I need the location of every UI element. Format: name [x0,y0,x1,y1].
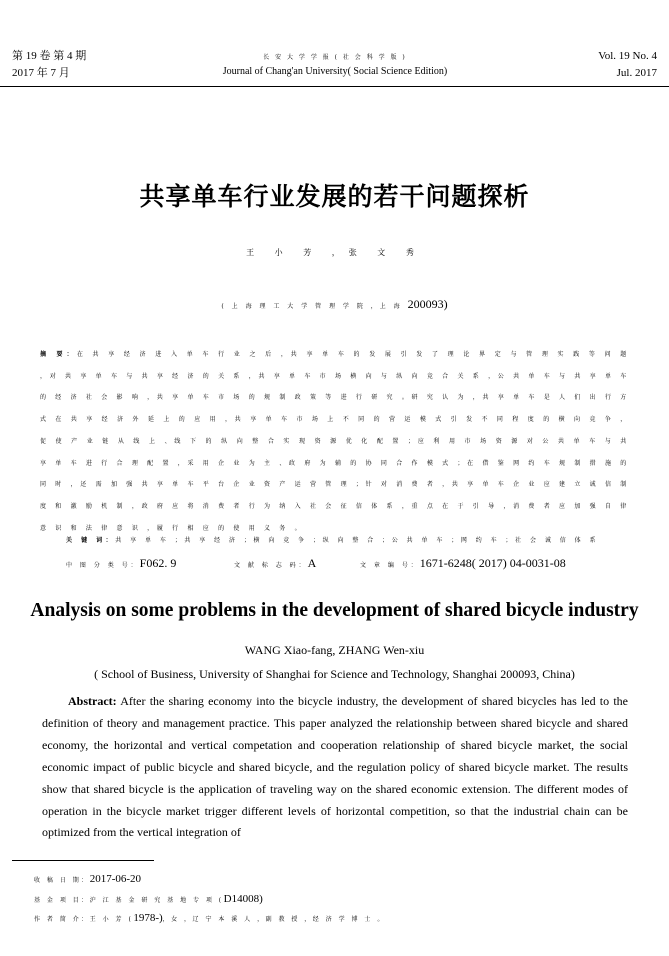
volume-issue-en: Vol. 19 No. 4 [598,50,657,62]
date-cn: 2017 年 7 月 [12,67,70,79]
header-divider [0,86,669,87]
affiliation-cn-postcode: 200093) [407,297,448,311]
classification-row [66,556,646,571]
author-birth-year: 1978-) [133,912,163,924]
footnote-divider [12,860,154,861]
article-id-value: 1671-6248( 2017) 04-0031-08 [419,556,566,570]
fund-number: D14008) [223,893,263,905]
keywords-text-cn: 共 享 单 车 ；共 享 经 济 ；横 向 竞 争 ；纵 向 整 合 ；公 共 单 车 ；网 约 车 ；社 会 诚 信 体 系 [115,537,600,544]
keywords-cn [66,535,630,544]
affiliation-en: ( School of Business, University of Shanghai for Science and Technology, Shanghai 200093, China) [94,667,575,681]
article-title-cn: 共享单车行业发展的若干问题探析 [139,182,530,211]
fund-text: 沪 江 基 金 研 究 基 地 专 项 ( [89,897,224,904]
keywords-label-cn: 关 键 词： [66,537,116,544]
article-id-label: 文 章 编 号： [360,562,420,569]
affiliation-cn [0,297,669,312]
abstract-label-cn: 摘 要： [40,351,77,358]
fund-label: 基 金 项 目： [34,897,90,904]
abstract-cn [40,344,630,539]
abstract-text-en: After the sharing economy into the bicycle industry, the development of shared bicycles has led to the definition of theory and management practice. This paper analyzed the relationship between shared bicycle and shared economy, the horizontal and vertical competation and cooperation relationship of shared bicycle market, the social economic impact of public bicycle and shared bicycle, and the regulation policy of shared bicycle market. The results show that shared bicycle is the application of traveling way on the shared economic extension. The different modes of operation in the bicycle market trigger different levels of horizontal competition, so that the industrial chain can be optimized from the vertical integration of [42,694,628,840]
abstract-en [42,691,628,844]
journal-name-en: Journal of Chang'an University( Social Science Edition) [222,66,448,77]
volume-issue-cn: 第 19 卷 第 4 期 [12,50,87,62]
journal-name [180,52,490,80]
clc-value: F062. 9 [139,556,177,570]
authors-en: WANG Xiao-fang, ZHANG Wen-xiu [244,643,425,657]
footnote-author [34,912,386,924]
date-en: Jul. 2017 [616,67,657,79]
author-details: ，女 ，辽 宁 本 溪 人 ，副 教 授 ，经 济 学 博 士 。 [162,916,386,923]
journal-name-cn: 长 安 大 学 学 报 ( 社 会 科 学 版 ) [263,54,407,61]
author-name: 王 小 芳 ( [89,916,134,923]
footnote-fund [34,893,263,905]
doc-code-label: 文 献 标 志 码： [234,562,308,569]
affiliation-cn-text: ( 上 海 理 工 大 学 管 理 学 院 ，上 海 [221,303,408,310]
document-code [234,556,360,571]
clc-label: 中 图 分 类 号： [66,562,140,569]
clc-code [66,556,234,571]
article-title-en: Analysis on some problems in the development of shared bicycle industry [30,600,639,621]
abstract-text-cn: 在 共 享 经 济 进 入 单 车 行 业 之 后 ，共 享 单 车 的 发 展 引 发 了 理 论 界 定 与 管 理 实 践 等 问 题 ，对 共 享 单 车 与 共 享 经 济 的 关 系 ，共 享 单 车 市 场 横 向 与 纵 向 竞 合 关 系 ，公 共 单 车 与 共 享 单 车 的 经 济 社 会 影 响 ，共 享 单 车 市 场 的 规 制 政 策 等 进 行 研 究 。研 究 认 为 ，共 享 单 车 是 人 们 出 行 方 式 在 共 享 经 济 外 延 上 的 应 用 ，共 享 单 车 市 场 上 不 同 的 营 运 模 式 引 发 不 同 程 度 的 横 向 竞 争 ，促 使 产 业 链 从 线 上 、线 下 的 纵 向 整 合 实 现 资 源 优 化 配 置 ；应 利 用 市 场 资 源 对 公 共 单 车 与 共 享 单 车 进 行 合 理 配 置 ，采 用 企 业 为 主 、政 府 为 辅 的 协 同 合 作 模 式 ；在 借 鉴 网 约 车 规 制 措 施 的 同 时 ，还 需 加 强 共 享 单 车 平 台 企 业 资 产 运 营 管 理 ；针 对 消 费 者 ，共 享 单 车 企 业 应 建 立 诚 信 制 度 和 激 励 机 制 ，政 府 应 将 消 费 者 行 为 纳 入 社 会 征 信 体 系 ，重 点 在 于 引 导 ，消 费 者 应 加 强 自 律 意 识 和 法 律 意 识 ，履 行 相 应 的 使 用 义 务 。 [40,351,630,532]
authors-cn: 王 小 芳 ，张 文 秀 [246,248,423,257]
received-label: 收 稿 日 期： [34,877,90,884]
footnote-received [34,873,141,885]
header-volume-cn [12,48,86,82]
abstract-label-en: Abstract: [68,694,117,708]
article-id [360,556,566,571]
doc-code-value: A [307,556,317,570]
received-date: 2017-06-20 [89,873,142,885]
author-label: 作 者 简 介： [34,916,90,923]
header-volume-en [598,48,657,82]
